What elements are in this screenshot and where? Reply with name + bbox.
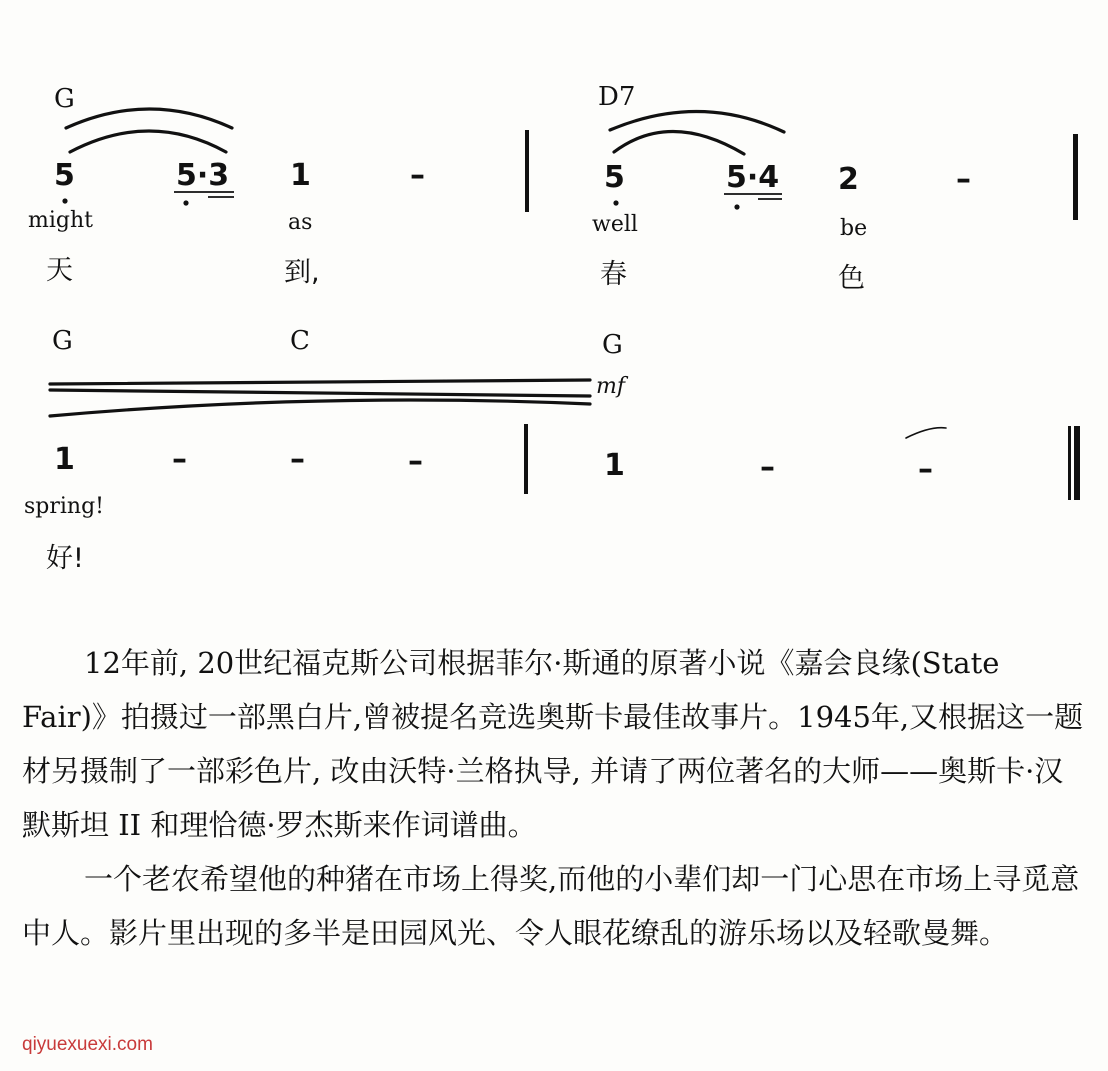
- slur-mark: [66, 109, 232, 128]
- chord-label: G: [602, 330, 623, 360]
- chord-label: D7: [598, 82, 636, 112]
- lyric-en: as: [288, 210, 313, 235]
- lyric-en: might: [28, 208, 93, 233]
- lyric-zh: 春: [600, 259, 627, 290]
- note: 2: [838, 162, 859, 197]
- sustain-dash: –: [918, 452, 933, 487]
- lyric-zh: 色: [838, 263, 865, 294]
- note: 5: [54, 158, 75, 193]
- barline: [1073, 134, 1078, 220]
- note: 1: [604, 448, 625, 483]
- slur-mark: [50, 400, 590, 416]
- sustain-dash: –: [956, 162, 971, 197]
- sustain-dash: –: [172, 442, 187, 477]
- lyric-zh: 好!: [46, 543, 84, 574]
- sustain-dash: –: [290, 442, 305, 477]
- octave-dot: [62, 198, 67, 203]
- barline: [524, 424, 528, 494]
- note: 1: [54, 442, 75, 477]
- chord-label: G: [54, 84, 75, 114]
- sustain-dash: –: [408, 444, 423, 479]
- slur-mark: [614, 131, 744, 154]
- body-paragraph: 一个老农希望他的种猪在市场上得奖,而他的小辈们却一门心思在市场上寻觅意中人。影片里出现的多半是田园风光、令人眼花缭乱的游乐场以及轻歌曼舞。: [22, 862, 1080, 950]
- octave-dot: [183, 200, 188, 205]
- note: 1: [290, 158, 311, 193]
- chord-label: C: [290, 326, 310, 356]
- lyric-en: spring!: [24, 494, 105, 519]
- lyric-en: be: [840, 216, 868, 241]
- note: 5·4: [726, 160, 780, 195]
- note: 5: [604, 160, 625, 195]
- chord-label: G: [52, 326, 73, 356]
- lyric-zh: 天: [46, 255, 73, 286]
- octave-dot: [613, 200, 618, 205]
- lyric-en: well: [592, 212, 638, 237]
- lyric-zh: 到,: [284, 257, 320, 288]
- site-watermark: qiyuexuexi.com: [22, 1034, 153, 1055]
- final-barline-thin: [1068, 426, 1071, 500]
- final-barline-thick: [1074, 426, 1080, 500]
- octave-dot: [734, 204, 739, 209]
- dynamic-marking: mf: [596, 374, 626, 399]
- body-paragraph: 12年前, 20世纪福克斯公司根据菲尔·斯通的原著小说《嘉会良缘(State Fair)》拍摄过一部黑白片,曾被提名竞选奥斯卡最佳故事片。1945年,又根据这一题材另摄制了一部彩色片, 改由沃特·兰格执导, 并请了两位著名的大师——奥斯卡·汉默斯坦 II 和理恰德·罗杰斯来作词谱曲。: [22, 646, 1084, 842]
- sustain-dash: –: [760, 450, 775, 485]
- slur-mark: [610, 111, 784, 132]
- note: 5·3: [176, 158, 230, 193]
- slur-mark: [70, 131, 226, 152]
- sustain-dash: –: [410, 158, 425, 193]
- barline: [525, 130, 529, 212]
- hairpin-mark: [50, 380, 590, 384]
- hairpin-mark: [50, 390, 590, 396]
- slur-mark: [906, 428, 946, 438]
